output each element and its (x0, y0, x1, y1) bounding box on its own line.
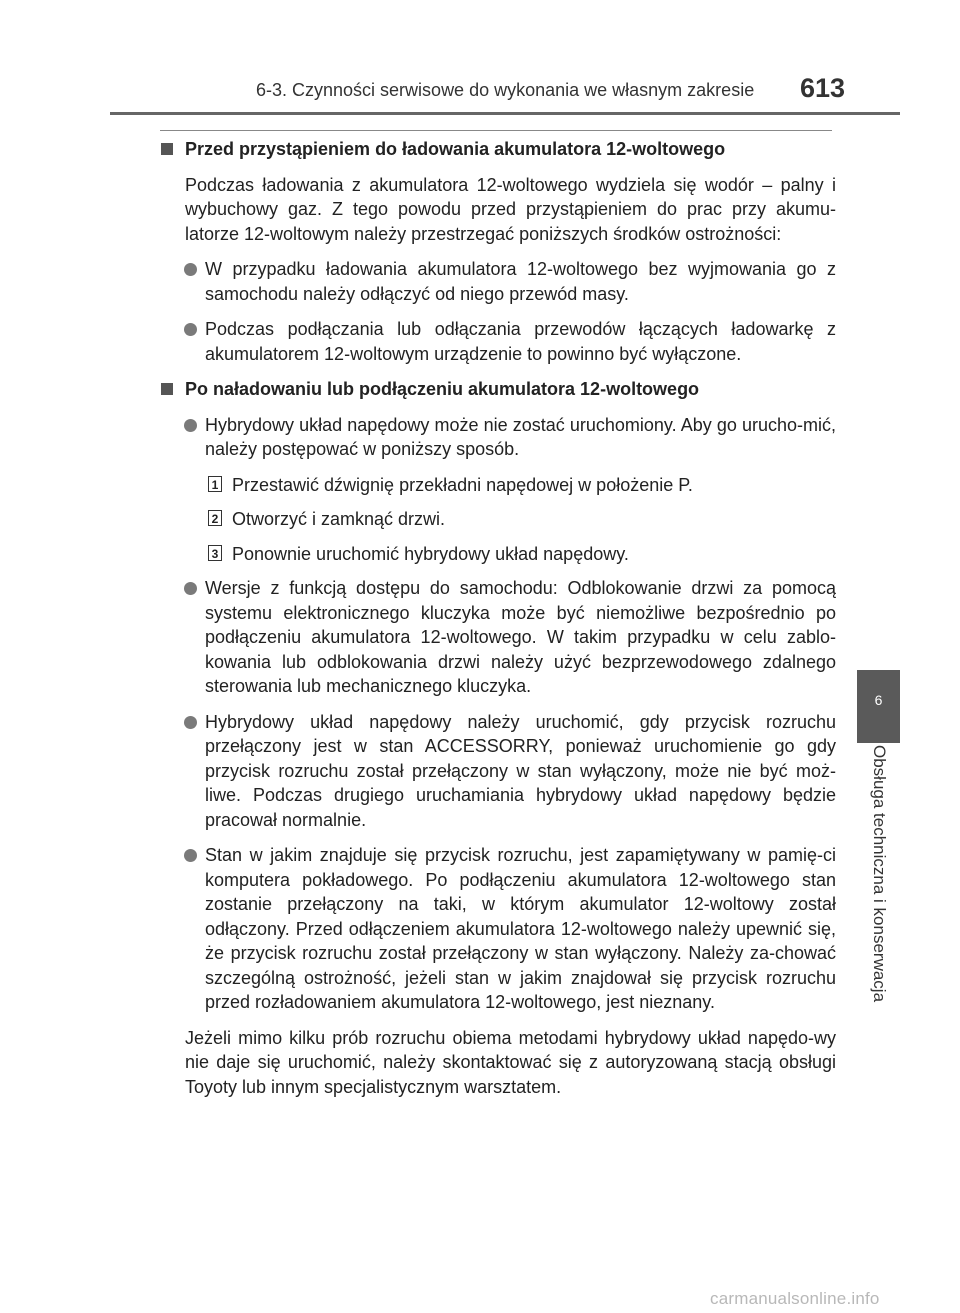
page-content (160, 137, 836, 1110)
step-text: Przestawić dźwignię przekładni napędowej w położenie P. (232, 474, 693, 495)
step-item (160, 542, 836, 567)
step-text: Ponownie uruchomić hybrydowy układ napędowy. (232, 543, 629, 564)
chapter-number: 6 (874, 692, 883, 708)
section-heading (160, 377, 836, 402)
list-item (160, 576, 836, 699)
closing-paragraph: Jeżeli mimo kilku prób rozruchu obiema metodami hybrydowy układ napędo-wy nie daje się uruchomić, należy skontaktować się z autoryzowaną stacją obsługi Toyoty lub innym specjalistycznym warsztatem. (185, 1027, 836, 1097)
round-bullet-icon (184, 419, 197, 432)
running-header-title: 6-3. Czynności serwisowe do wykonania we własnym zakresie (256, 80, 755, 100)
round-bullet-icon (184, 582, 197, 595)
list-item (160, 710, 836, 833)
list-item (160, 257, 836, 306)
round-bullet-icon (184, 849, 197, 862)
list-item (160, 413, 836, 462)
square-bullet-icon (161, 143, 173, 155)
step-item (160, 507, 836, 532)
header-rule (110, 112, 900, 115)
step-number-badge: 1 (208, 476, 222, 492)
round-bullet-icon (184, 716, 197, 729)
list-item (160, 843, 836, 1015)
round-bullet-icon (184, 323, 197, 336)
step-text: Otworzyć i zamknąć drzwi. (232, 509, 446, 529)
chapter-label: Obsługa techniczna i konserwacja (870, 745, 889, 1003)
list-item-text: Wersje z funkcją dostępu do samochodu: Odblokowanie drzwi za pomocą systemu elektronicznego kluczyka może być niemożliwe bezpośrednio po podłączeniu akumulatora 12-woltowego. W takim przypadku w celu zablo-kowania lub odblokowania drzwi należy użyć bezprzewodowego zdalnego sterowania lub mechanicznego kluczyka. (205, 578, 836, 696)
step-number-badge: 2 (208, 510, 222, 526)
section-rule (160, 130, 832, 131)
chapter-tab (857, 670, 900, 743)
step-number-badge: 3 (208, 545, 222, 561)
section-heading-text: Przed przystąpieniem do ładowania akumulatora 12-woltowego (185, 139, 726, 159)
step-item (160, 473, 836, 498)
watermark: carmanualsonline.info (710, 1289, 880, 1308)
section-heading (160, 137, 836, 162)
list-item-text: Hybrydowy układ napędowy należy uruchomić, gdy przycisk rozruchu przełączony jest w stan ACCESSORRY, ponieważ uruchomienie go gdy przycisk rozruchu został przełączony w stan wyłączony, może nie być moż-liwe. Podczas drugiego uruchamiania hybrydowy układ napędowy będzie pracował normalnie. (205, 711, 836, 830)
list-item-text: Hybrydowy układ napędowy może nie zostać uruchomiony. Aby go urucho-mić, należy postępować w poniższy sposób. (205, 414, 836, 459)
list-item (160, 317, 836, 366)
section-heading-text: Po naładowaniu lub podłączeniu akumulatora 12-woltowego (185, 379, 700, 399)
square-bullet-icon (161, 383, 173, 395)
list-item-text: Stan w jakim znajduje się przycisk rozruchu, jest zapamiętywany w pamię-ci komputera pokładowego. Po podłączeniu akumulatora 12-woltowego stan zostanie przełączony na taki, w którym akumulator 12-woltowy został odłączony. Przed odłączeniem akumulatora 12-woltowego należy upewnić się, że przycisk rozruchu został przełączony w stan wyłączony. Należy za-chować szczególną ostrożność, jeżeli stan w jakim znajdował się przycisk rozruchu przed rozładowaniem akumulatora 12-woltowego, jest nieznany. (205, 845, 836, 1012)
list-item-text: Podczas podłączania lub odłączania przewodów łączących ładowarkę z akumulatorem 12-woltowym urządzenie to powinno być wyłączone. (205, 319, 836, 364)
round-bullet-icon (184, 263, 197, 276)
list-item-text: W przypadku ładowania akumulatora 12-woltowego bez wyjmowania go z samochodu należy odłączyć od niego przewód masy. (205, 259, 836, 304)
section-intro: Podczas ładowania z akumulatora 12-woltowego wydziela się wodór – palny i wybuchowy gaz. Z tego powodu przed przystąpieniem do prac przy akumu-latorze 12-woltowym należy przestrzegać poniższych środków ostrożności: (185, 174, 836, 244)
page-number: 613 (800, 73, 846, 103)
